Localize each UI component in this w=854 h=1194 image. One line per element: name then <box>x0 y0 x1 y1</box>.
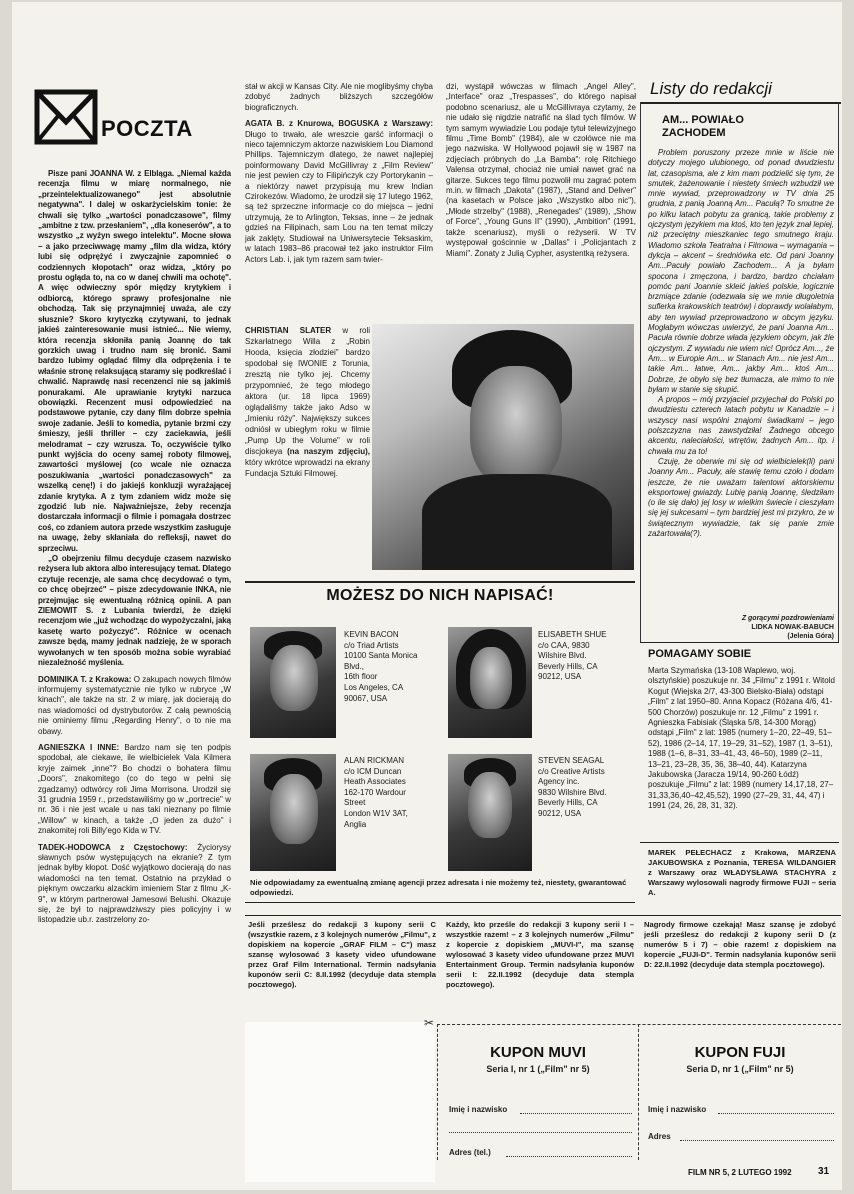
coupon-muvi-name-field-2[interactable] <box>449 1132 632 1133</box>
column-1 <box>38 169 231 1179</box>
scissors-icon: ✂ <box>424 1016 435 1030</box>
steven-seagal-photo <box>448 754 532 871</box>
promo-top-rule <box>245 915 841 916</box>
coupon-cut-line <box>437 1024 841 1025</box>
magazine-page <box>12 2 842 1190</box>
winners-top-rule <box>640 842 839 843</box>
reply-continuation: stał w akcji w Kansas City. Ale nie moglibyśmy chyba zdobyć żadnych bliższych szczegółów biograficznych. <box>245 82 433 112</box>
address-alan-rickman: ALAN RICKMAN c/o ICM Duncan Heath Associates 162-170 Wardour Street London W1V 3AT, Anglia <box>344 756 408 829</box>
promo-graf-film: Jeśli prześlesz do redakcji 3 kupony serii C (wszystkie razem, z 3 kolejnych numerów „Filmu", z dopiskiem na kopercie „GRAF FILM – C") masz szansę wylosować 3 kasety video ufundowane przez Graf Film International. Termin nadsyłania kuponów serii C: 8.II.1992 (decyduje data stempla pocztowego). <box>248 920 436 989</box>
coupon-muvi-name-label: Imię i nazwisko <box>449 1105 508 1114</box>
fuji-winners: MAREK PEŁECHACZ z Krakowa, MARZENA JAKUBOWSKA z Poznania, TERESA WILDANGIER z Warszawy oraz WŁADYSŁAWA STACHYRA z Warszawy wylosowali nagrody firmowe FUJI – seria A. <box>648 848 836 897</box>
column-2 <box>245 82 433 322</box>
listy-left-rule <box>640 102 641 642</box>
coupon-fuji-address-field[interactable] <box>680 1140 834 1141</box>
coupon-fuji-series: Seria D, nr 1 („Film" nr 5) <box>686 1064 794 1074</box>
pomagamy-title: POMAGAMY SOBIE <box>648 648 752 660</box>
address-kevin-bacon: KEVIN BACON c/o Triad Artists 10100 Santa Monica Blvd., 16th floor Los Angeles, CA 90067, USA <box>344 630 418 703</box>
address-steven-seagal: STEVEN SEAGAL c/o Creative Artists Agency inc. 9830 Wilshire Blvd. Beverly Hills, CA 90212, USA <box>538 756 607 818</box>
slater-caption: CHRISTIAN SLATER w roli Szkarłatnego Willa z „Robin Hooda, księcia złodziei" bardzo spodobał się IWONIE z Torunia, zresztą nie tylko jej. Chcemy przypomnieć, że tego młodego aktora (ur. 18 lipca 1969) oglądaliśmy także jako Adso w „Imieniu róży". Największy sukces odniósł w ubiegłym roku w filmie „Pump Up the Volume" w roli discjokeya (na naszym zdjęciu), który wkrótce wprowadzi na ekrany Fundacja Sztuki Filmowej. <box>245 326 370 478</box>
page-number: 31 <box>818 1166 830 1177</box>
coupon-muvi-name-field[interactable] <box>520 1113 632 1114</box>
address-elisabeth-shue: ELISABETH SHUE c/o CAA, 9830 Wilshire Blvd. Beverly Hills, CA 90212, USA <box>538 630 607 682</box>
listy-signature: LIDKA NOWAK-BABUCH <box>751 624 834 631</box>
blank-area <box>245 1022 435 1182</box>
address-box-title: MOŻESZ DO NICH NAPISAĆ! <box>326 587 554 604</box>
coupon-fuji-name-label: Imię i nazwisko <box>648 1105 707 1114</box>
address-box-bottom-rule <box>245 902 635 903</box>
reply-agata: AGATA B. z Knurowa, BOGUSKA z Warszawy: Długo to trwało, ale wreszcie garść informacji o nieco tajemniczym aktorze nazwiskiem Lou Diamond Phillips. Tajemniczym dlatego, że nawet najlepiej poinformowany David McGillivray z „Film Review" nie jest pewien czy to Filipińczyk czy Portorykanin – a niektórzy nawet przypisują mu krew Indian Czirokezów. Wiadomo, że urodził się 17 lutego 1962, są też sprzeczne informacje co do miejsca – jedni utrzymują, że to Arlington, Teksas, inne – że jednak gdzieś na Filipinach, sam Lou na ten temat milczy jak zaklęty. Studiował na Uniwersytecie Teksaskim, w latach 1983–86 pracował też jako instruktor Film Actors Lab. i, jak tym razem sam twier- <box>245 119 433 264</box>
listy-greeting: Z gorącymi pozdrowieniami <box>741 615 834 622</box>
listy-location: (Jelenia Góra) <box>787 633 834 640</box>
address-box-top-rule <box>245 581 635 583</box>
coupon-muvi-address-field[interactable] <box>506 1156 632 1157</box>
listy-title: Listy do redakcji <box>650 79 772 98</box>
listy-article-title: AM... POWIAŁO ZACHODEM <box>662 114 744 139</box>
section-title: POCZTA <box>101 116 193 141</box>
pomagamy-text: Marta Szymańska (13-108 Waplewo, woj. olsztyńskie) poszukuje nr. 34 „Filmu" z 1991 r. Witold Kogut (Wiejska 2/7, 43-300 Bielsko-Biała) odstąpi „Film" z lat 1950–80. Anna Kopacz (Różana 4/6, 41-500 Chorzów) poszukuje nr. 12 „Filmu" z 1991 r. Agnieszka Fabisiak (Śląska 5/8, 14-300 Morąg) odstąpi „Film" z lat: 1985 (numery 1–20, 22–49, 51–52), 1986 (2–14, 17, 19–29, 31–52), 1987 (1, 3–51), 1988 (1–6, 8–31, 33–41, 43, 46–50), 1989 (2–11, 13–21, 23–28, 35, 36, 38–40, 44). Katarzyna Jakubowska (Jaracza 19/14, 90-260 Łódź) poszukuje „Filmu" z lat: 1989 (numery 14,17,18, 27–31,33,36,40–42,45,52), 1990 (27–29, 31, 44, 47) i 1991 (24, 26, 28, 31, 32). <box>648 666 835 811</box>
reply-dominika: DOMINIKA T. z Krakowa: O zakupach nowych filmów informujemy systematycznie nie tylko w rubryce „W kinach", ale także na str. 2 w miarę, jak docierają do nas wiadomości od dystrybutorów. Z całą pewnością nie ominiemy filmu „Regarding Henry", o to nie ma obawy. <box>38 674 231 736</box>
coupon-fuji-address-label: Adres <box>648 1132 671 1141</box>
address-disclaimer: Nie odpowiadamy za ewentualną zmianę agencji przez adresata i nie możemy też, niestety, gwarantować odpowiedzi. <box>250 878 627 897</box>
footer-issue: FILM NR 5, 2 LUTEGO 1992 <box>688 1168 792 1177</box>
alan-rickman-photo <box>250 754 336 871</box>
coupon-muvi-title: KUPON MUVI <box>490 1044 586 1061</box>
reader-letter-joanna: Pisze pani JOANNA W. z Elbląga. „Niemal każda recenzja filmu w miarę normalnego, nie „przeintelektualizowanego" jest absolutnie negatywna". I dalej w oskarżycielskim tonie: że chwali się tylko „wartości ponadczasowe", filmy „ambitne z tzw. przesłaniem", „dla koneserów", a to wszystko „z wyżyn swego intelektu". Mocne słowa – a jako przeciwwagę mamy „film dla widza, który lubi się odprężyć i zwyczajnie zapomnieć o codziennych kłopotach" oraz widza, „który po prostu ogląda to, na co w danej chwili ma ochotę". A więc odwieczny spór między krytykiem i odbiorcą, którego sprawy profesjonalne nie obchodzą. Tak się przynajmniej uważa, ale czy słusznie? Skoro krytyczką czytywani, to jednak jakieś zainteresowanie musi istnieć... Nie wiemy, która recenzja skłoniła panią Joannę do tak gorzkich uwag i trudno nam się bronić. Sami bardzo lubimy oglądać filmy dla odprężenia i te właśnie stronę relaksującą staramy się podkreślać i chwalić. Naprawdę nasi recenzenci nie są jakimiś ponurakami. Ale uprawianie krytyki narzuca obowiązki. Recenzent musi odpowiedzieć na podstawowe pytanie, czy dany film dobrze spełnia swoje zadanie. Jeśli to komedia, pytanie brzmi czy śmieszy, jeśli thriller – czy zaciekawia, jeśli melodramat – czy wzrusza. To, oczywiście tylko punkt wyjścia do oceny samej roboty filmowej, zawartości myślowej (co wcale nie oznacza poszukiwania „wartości ponadczasowych" za wszelką cenę!) i do jakiejś konkluzji wyrażającej zdanie krytyka. A z tym zdaniem widz może się zgodzić lub nie. Najważniejsze, żeby recenzja dostarczała informacji o filmie i pomagała dostrzec coś, co zdaniem autora przede wszystkim zasługuje na uwagę, żeby skłaniała do refleksji, nawet do sprzeciwu. <box>38 169 231 553</box>
column-3 <box>446 82 636 322</box>
envelope-icon <box>34 89 98 145</box>
coupon-fuji-title: KUPON FUJI <box>694 1044 786 1061</box>
kevin-bacon-photo <box>250 627 336 738</box>
coupon-fuji-name-field[interactable] <box>718 1113 834 1114</box>
promo-fuji: Nagrody firmowe czekają! Masz szansę je zdobyć jeśli prześlesz do redakcji 2 kupony serii D (z numerów 5 i 7) – obie razem! z dopiskiem na kopercie „FUJI-D". Termin nadsyłania kuponów serii D: 22.II.1992 (decyduje data stempla pocztowego). <box>644 920 836 969</box>
coupon-middle-cut <box>638 1024 639 1160</box>
elisabeth-shue-photo <box>448 627 532 738</box>
promo-muvi: Każdy, kto prześle do redakcji 3 kupony serii I – wszystkie razem! – z 3 kolejnych numerów „Filmu" z kopercie z dopiskiem „MUVI-I", ma szansę wylosować 3 kasety video ufundowane przez MUVI Entertainment Group. Termin nadsyłania kuponów serii I: 22.II.1992 (decyduje data stempla pocztowego). <box>446 920 634 989</box>
listy-right-rule <box>838 102 839 642</box>
slater-photo <box>372 324 634 570</box>
reply-agnieszka: AGNIESZKA I INNE: Bardzo nam się ten podpis spodobał, ale ciekawe, ile wielbicielek Vala Kilmera kryje zaimek „inne"? Bo chodzi o bohatera filmu „Doors", znakomitego (co do tego w pełni się zgadzamy) odtwórcy roli Jima Morrisona. Urodził się 31 grudnia 1959 r., przedstawiliśmy go w „portrecie" w nr. 36 i nie jest wcale u nas taki nieznany po filmie „Willow" w kinach, a także „O jeden za dużo" i znakomitej roli Billy'ego Kida w TV. <box>38 742 231 836</box>
coupon-left-cut <box>437 1024 438 1160</box>
coupon-muvi-series: Seria I, nr 1 („Film" nr 5) <box>486 1064 590 1074</box>
listy-letter: Problem poruszony przeze mnie w liście nie dotyczy mojego ulubionego, od ponad dwudziestu lat, czasopisma, ale z kim mam podzielić się tym, że smutek, żażenowanie i niestety śmiech wzbudził we mnie wywiad, przeprowadzony w TV dnia 25 grudnia, z panią Joanną Am... Pacułą? To smutne że po kilku latach pobytu za granicą, takie problemy z ojczystym językiem ma ktoś, kto ten język znał lepiej, niż przeciętny mieszkaniec tego smutnego kraju. Wiadomo szkoła Teatralna i Filmowa – wymagania – dykcja – akcent – średniówka etc. Od pani Joanny Am...Pacuły powiało Zachodem... A ja byłam spocona i zmęczona, i bardzo, bardzo chciałam pomóc pani Joannie skleić jakieś polskie, logicznie brzmiące zdanie (odezwała się we mnie długoletnia suflerka krakowskich teatrów) i doprawdy wolałabym, aby ten wywiad przeprowadzono w obcym języku. Mogłabym wówczas uwierzyć, że pani Joanna Am... Pacuła równie dobrze włada językiem obcym, jak źle ojczystym. Z wywiadu nie wiem nic! Oprócz Am..., że Am... w Europie Am... w Stanach Am... nie jest Am... takie Am... łatwe, Am... jakby Am... ktoś Am... Dobrze, że obyło się bez tłumacza, ale mimo to nie byłam w stanie się skupić. A propos – mój przyjaciel przyjechał do Polski po dwudziestu czterech latach pobytu w Kanadzie – i wszyscy nasi wspólni znajomi świadkami – jego polszczyzna nas zawstydziła! Żadnego obcego akcentu, naleciałości, wtrętów, żadnych Am... itp. i chwała mu za to! Czuję, że oberwie mi się od wielbicielek(li) pani Joanny Am... Pacuły, ale stawię temu czoło i dodam jeszcze, że nie uważam talentowi aktorskiemu eksportowej gwiazdy. Lubię panią Joannę, śledziłam (o ile się dało) jej losy w wielkim świecie i cieszyłam się jej sukcesami – tym bardziej jest mi przykro, że w świątecznym wywiadzie, tak się panie zmie zażartowała(?). <box>648 148 834 538</box>
reader-letter-inka: „O obejrzeniu filmu decyduje czasem nazwisko reżysera lub aktora albo interesujący temat. Dlatego czytuje recenzje, ale sama chcę decydować o tym, co chcę obejrzeć" – pisze zdecydowanie INKA, nie przejmując się ewentualną różnicą opinii. A pan ZIEMOWIT S. z Lubania twierdzi, że dzięki recenzjom wie „już wchodząc do wypożyczalni, jaką kasetę warto pożyczyć". Różnice w ocenach zawsze będą, mamy jednak nadzieję, że w sporach wywołanych w ten sposób można sobie wyrabiać niezależność myślenia. <box>38 554 231 668</box>
reply-lou-phillips: dzi, wystąpił wówczas w filmach „Angel Alley", „Interface" oraz „Trespasses", do którego napisał podobno scenariusz, ale u McGillivraya czytamy, że nie udało się nigdzie natrafić na ślad tych filmów. W tym samym wywiadzie Lou podaje tytuł telewizyjnego filmu „Time Bomb" (1984), ale w czołówce nie ma jego nazwiska. W Hollywood pojawił się w 1987 na zdjęciach próbnych do „La Bamba": rolę Ritchiego Valensa otrzymał, chociaż nie umiał nawet grać na gitarze. Sukces tego filmu pozwolił mu zagrać potem m.in. w filmach „Dakota" (1987), „Stand and Deliver" (na kasetach w Polsce jako „Wszystko albo nic"), „Młode strzelby" (1988), „Renegades" (1989), „Show of Force", „Young Guns II" (1990), „Ambition" (1991, także scenariusz), myśli o reżyserii. W TV występował gościnnie w „Dallas" i „Policjantach z Miami". Żonaty z Julią Cypher, asystentką reżysera. <box>446 82 636 258</box>
listy-bottom-rule <box>640 642 839 643</box>
coupon-muvi-address-label: Adres (tel.) <box>449 1148 491 1157</box>
reply-tadek: TADEK-HODOWCA z Częstochowy: Życiorysy sławnych psów występujących na ekranie? Z tym jednak byłby kłopot. Dość wyjątkowo docierają do nas wiadomości na ten temat. Ostatnio na przykład o pięknym owczarku alzackim imieniem Star z filmu „K-9", w którym partnerował Jamesowi Belushi. Okazuje się, że był to najprawdziwszy pies policyjny i w listopadzie ub.r. zastrzelony zo- <box>38 842 231 925</box>
